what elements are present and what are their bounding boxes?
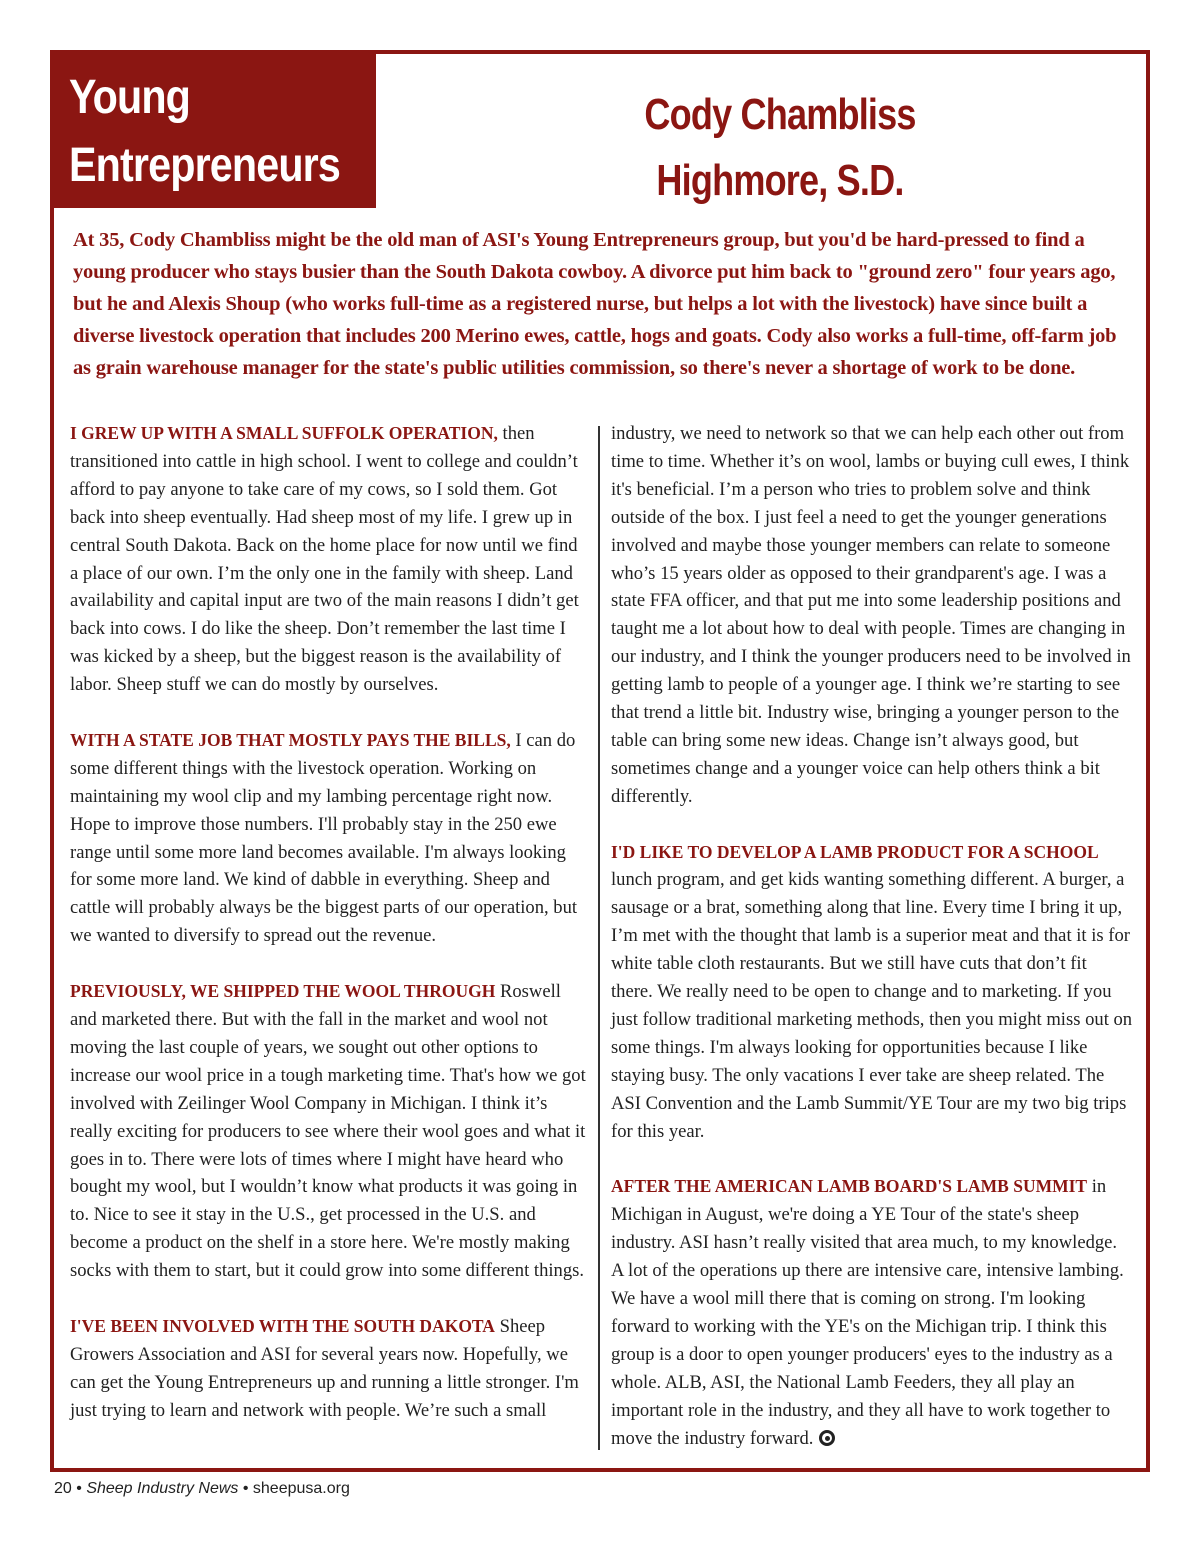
column-divider	[598, 426, 600, 1450]
body-paragraph	[70, 727, 590, 950]
lead-paragraph: At 35, Cody Chambliss might be the old man of ASI's Young Entrepreneurs group, but you'd be hard-pressed to find a young producer who stays busier than the South Dakota cowboy. A divorce put him back to "ground zero" four years ago, but he and Alexis Shoup (who works full-time as a registered nurse, but helps a lot with the livestock) have since built a diverse livestock operation that includes 200 Merino ewes, cattle, hogs and goats. Cody also works a full-time, off-farm job as grain warehouse manager for the state's public utilities commission, so there's never a shortage of work to be done.	[73, 229, 1117, 379]
body-paragraph	[611, 1173, 1133, 1452]
left-column	[70, 420, 590, 1452]
paragraph-lead-in: I GREW UP WITH A SMALL SUFFOLK OPERATION,	[70, 423, 498, 443]
paragraph-text: industry, we need to network so that we can help each other out from time to time. Whether it’s on wool, lambs or buying cull ewes, I think it's beneficial. I’m a person who tries to problem solve and think outside of the box. I just feel a need to get the younger generations involved and maybe those younger members can relate to someone who’s 15 years older as opposed to their grandparent's age. I was a state FFA officer, and that put me into some leadership positions and taught me a lot about how to deal with people. Times are changing in our industry, and I think the younger producers need to be involved in getting lamb to people of a younger age. I think we’re starting to see that trend a little bit. Industry wise, bringing a younger person to the table can bring some new ideas. Change isn’t always good, but sometimes change and a younger voice can help others think a bit differently.	[611, 423, 1131, 807]
paragraph-lead-in: AFTER THE AMERICAN LAMB BOARD'S LAMB SUMMIT	[611, 1176, 1088, 1197]
end-of-article-icon	[819, 1430, 835, 1446]
paragraph-lead-in: I'VE BEEN INVOLVED WITH THE SOUTH DAKOTA	[70, 1315, 495, 1336]
paragraph-lead-in: WITH A STATE JOB THAT MOSTLY PAYS THE BILLS,	[70, 729, 511, 750]
body-paragraph	[611, 839, 1133, 1146]
profile-location: Highmore, S.D.	[656, 156, 904, 205]
body-paragraph	[70, 978, 590, 1285]
paragraph-text: lunch program, and get kids wanting something different. A burger, a sausage or a brat, something along that line. Every time I bring it up, I’m met with the thought that lamb is a superior meat and that it is for white table cloth restaurants. But we still have cuts that don’t fit there. We really need to be open to change and to marketing. If you just follow traditional marketing methods, then you might miss out on some things. I'm always looking for opportunities because I like staying busy. The only vacations I ever take are sheep related. The ASI Convention and the Lamb Summit/YE Tour are my two big trips for this year.	[611, 869, 1133, 1142]
profile-name: Cody Chambliss	[644, 90, 916, 139]
paragraph-lead-in: PREVIOUSLY, WE SHIPPED THE WOOL THROUGH	[70, 981, 496, 1002]
paragraph-text: I can do some different things with the livestock operation. Working on maintaining my wool clip and my lambing percentage right now. Hope to improve those numbers. I'll probably stay in the 250 ewe range until some more land becomes available. I'm always looking for some more land. We kind of dabble in everything. Sheep and cattle will probably always be the biggest parts of our operation, but we wanted to diversify to spread out the revenue.	[70, 729, 578, 947]
website-link[interactable]: sheepusa.org	[252, 1480, 350, 1497]
page-footer	[54, 1480, 350, 1498]
paragraph-text: in Michigan in August, we're doing a YE Tour of the state's sheep industry. ASI hasn’t really visited that area much, to my knowledge. A lot of the operations up there are intensive care, intensive lambing. We have a wool mill there that is coming on strong. I'm looking forward to working with the YE's on the Michigan trip. I think this group is a door to open younger producers' eyes to the industry as a whole. ALB, ASI, the National Lamb Feeders, they all play an important role in the industry, and they all have to work together to move the industry forward.	[611, 1176, 1124, 1449]
footer-separator: •	[242, 1480, 249, 1497]
paragraph-text: then transitioned into cattle in high school. I went to college and couldn’t afford to pay anyone to take care of my cows, so I sold them. Got back into sheep eventually. Had sheep most of my life. I grew up in central South Dakota. Back on the home place for now until we find a place of our own. I’m the only one in the family with sheep. Land availability and capital input are two of the main reasons I didn’t get back into cows. I do like the sheep. Don’t remember the last time I was kicked by a sheep, but the biggest reason is the availability of labor. Sheep stuff we can do mostly by ourselves.	[70, 423, 579, 696]
right-column	[611, 420, 1133, 1480]
body-paragraph	[70, 420, 590, 699]
section-title-line-1: Young	[69, 71, 191, 124]
page-number: 20	[54, 1480, 72, 1497]
body-paragraph	[70, 1313, 590, 1425]
footer-separator: •	[76, 1480, 82, 1497]
publication-name: Sheep Industry News	[86, 1480, 239, 1497]
paragraph-text: Roswell and marketed there. But with the fall in the market and wool not moving the last couple of years, we sought out other options to increase our wool price in a tough marketing time. That's how we got involved with Zeilinger Wool Company in Michigan. I think it’s really exciting for producers to see where their wool goes and what it goes in to. There were lots of times where I might have heard who bought my wool, but I wouldn’t know what products it was going in to. Nice to see it stay in the U.S., get processed in the U.S. and become a product on the shelf in a store here. We're mostly making socks with them to start, but it could grow into some different things.	[70, 981, 586, 1282]
profile-heading	[400, 82, 1160, 214]
paragraph-lead-in: I'D LIKE TO DEVELOP A LAMB PRODUCT FOR A SCHOOL	[611, 841, 1099, 862]
section-title-line-2: Entrepreneurs	[69, 139, 340, 192]
paragraph-text: Sheep Growers Association and ASI for several years now. Hopefully, we can get the Young Entrepreneurs up and running a little stronger. I'm just trying to learn and network with people. We’re such a small	[70, 1315, 579, 1421]
body-paragraph	[611, 420, 1133, 811]
section-title-box	[54, 54, 376, 208]
